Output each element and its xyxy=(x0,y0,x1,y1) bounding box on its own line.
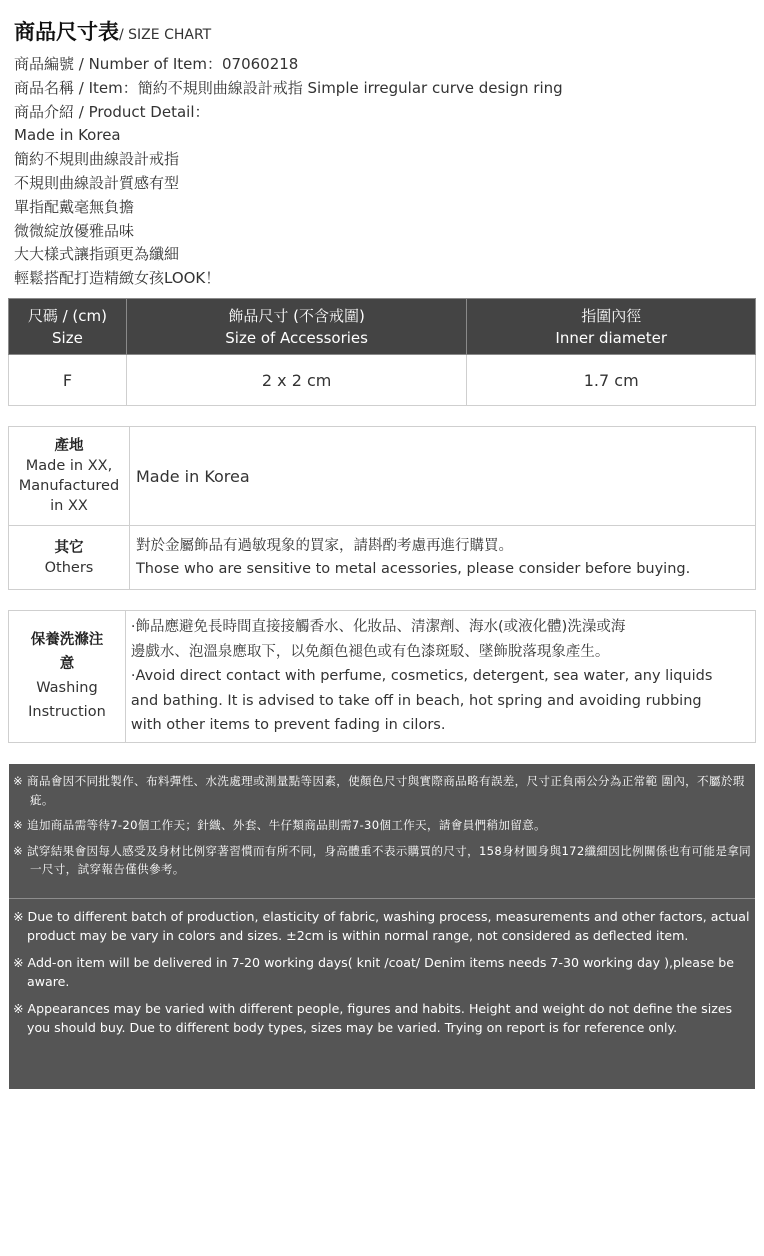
header-size: 尺碼 / (cm) Size xyxy=(9,299,127,355)
washing-row xyxy=(9,611,756,743)
cell-accessory-size: 2 x 2 cm xyxy=(126,355,467,406)
note-en-item: ※ Appearances may be varied with different people, figures and habits. Height and weight do not define the sizes you should buy. Due to different body types, sizes may be varied. Trying on report is for reference only. xyxy=(13,1001,733,1035)
info-detail-line: 輕鬆搭配打造精緻女孩LOOK！ xyxy=(14,269,221,288)
size-table-header-row xyxy=(9,299,756,355)
info-detail-line: 單指配戴毫無負擔 xyxy=(14,197,135,216)
washing-value: ·飾品應避免長時間直接接觸香水、化妝品、清潔劑、海水(或液化體)洗澡或海 邊戲水、泡溫泉應取下，以免顏色褪色或有色漆斑駁、墜飾脫落現象產生。 ·Avoid direct contact with perfume, cosmetics, detergent, sea water, any liquids and bathing. It is advised to take off in beach, hot spring and avoiding rubbing with other items to prevent fading in cilors. xyxy=(125,611,755,743)
origin-value: Made in Korea xyxy=(129,427,755,526)
others-value: 對於金屬飾品有過敏現象的買家，請斟酌考慮再進行購買。 Those who are sensitive to metal acessories, please consider before buying. xyxy=(129,526,755,590)
origin-others-table xyxy=(8,426,756,590)
note-zh-item: ※ 試穿結果會因每人感受及身材比例穿著習慣而有所不同，身高體重不表示購買的尺寸，158身材圓身與172纖細因比例關係也有可能是拿同一尺寸，試穿報告僅供參考。 xyxy=(13,843,752,876)
header-inner-diameter: 指圍內徑 Inner diameter xyxy=(467,299,756,355)
page-title xyxy=(14,16,211,46)
info-product-detail-label: 商品介紹 / Product Detail： xyxy=(14,102,210,121)
notes-divider xyxy=(9,898,755,899)
others-row xyxy=(9,526,756,590)
info-detail-line: 不規則曲線設計質感有型 xyxy=(14,173,180,192)
table-row xyxy=(9,355,756,406)
note-zh-item: ※ 商品會因不同批製作、布料彈性、水洗處理或測量點等因素，使顏色尺寸與實際商品略有誤差，尺寸正負兩公分為正常範 圍內，不屬於瑕疵。 xyxy=(13,774,745,807)
washing-table xyxy=(8,610,756,743)
note-en-item: ※ Due to different batch of production, elasticity of fabric, washing process, measurements and other factors, actual product may be vary in colors and sizes. ±2cm is within normal range, not considered as deflected item. xyxy=(13,909,750,943)
info-detail-line: 大大樣式讓指頭更為纖細 xyxy=(14,245,180,264)
product-info xyxy=(14,53,754,291)
info-detail-line: Made in Korea xyxy=(14,126,121,145)
others-label: 其它 Others xyxy=(9,526,130,590)
title-main: 商品尺寸表 xyxy=(14,20,119,44)
notes-zh xyxy=(13,772,751,886)
notes-en xyxy=(13,908,751,1046)
origin-label: 產地 Made in XX, Manufactured in XX xyxy=(9,427,130,526)
info-item-number: 商品編號 / Number of Item：07060218 xyxy=(14,55,299,73)
cell-inner-diameter: 1.7 cm xyxy=(467,355,756,406)
note-en-item: ※ Add-on item will be delivered in 7-20 working days( knit /coat/ Denim items needs 7-30 working day ),please be aware. xyxy=(13,955,735,989)
note-zh-item: ※ 追加商品需等待7-20個工作天；針織、外套、牛仔類商品則需7-30個工作天，請會員們稍加留意。 xyxy=(13,818,546,832)
header-accessory-size: 飾品尺寸 (不含戒圍) Size of Accessories xyxy=(126,299,467,355)
info-detail-line: 微微綻放優雅品味 xyxy=(14,221,135,240)
size-table xyxy=(8,298,756,406)
title-subtitle: / SIZE CHART xyxy=(119,27,212,43)
origin-row xyxy=(9,427,756,526)
notes-box xyxy=(9,764,755,1089)
cell-size: F xyxy=(9,355,127,406)
washing-label: 保養洗滌注 意 Washing Instruction xyxy=(9,611,126,743)
info-item-name: 商品名稱 / Item：簡約不規則曲線設計戒指 Simple irregular curve design ring xyxy=(14,78,563,97)
info-detail-line: 簡約不規則曲線設計戒指 xyxy=(14,150,180,169)
